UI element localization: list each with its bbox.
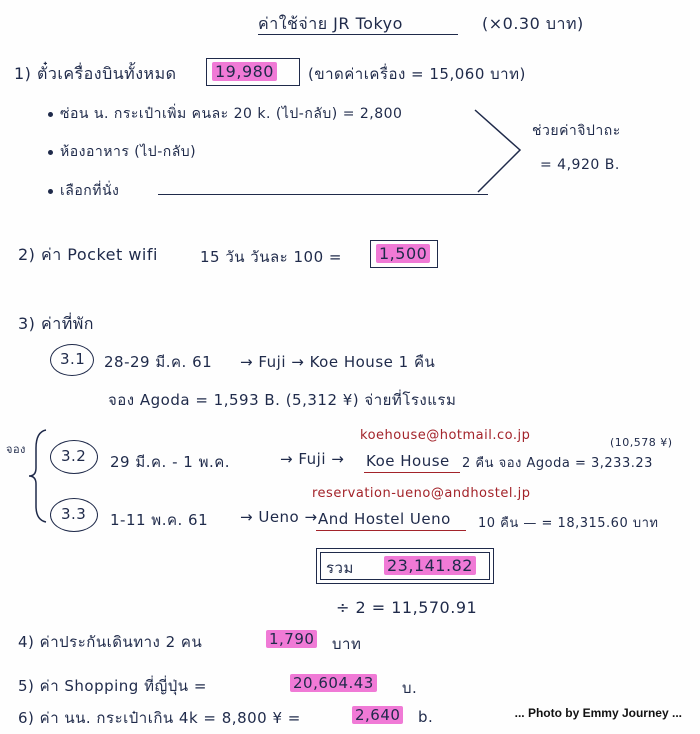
sec3-r3-date: 1-11 พ.ค. 61 — [110, 511, 209, 529]
sec3-r3-email: reservation-ueno@andhostel.jp — [312, 486, 531, 501]
sec6-label: 6) ค่า นน. กระเป๋าเกิน 4k = 8,800 ¥ = — [18, 709, 301, 727]
sec3-r1-route: → Fuji → Koe House 1 คืน — [240, 353, 436, 371]
sec1-bullet-2: ห้องอาหาร (ไป-กลับ) — [60, 144, 197, 160]
sec5-value: 20,604.43 — [290, 674, 377, 692]
sec4-label: 4) ค่าประกันเดินทาง 2 คน — [18, 633, 203, 651]
sec1-label: 1) ตั๋วเครื่องบินทั้งหมด — [14, 64, 177, 83]
page-title: ค่าใช้จ่าย JR Tokyo — [258, 14, 403, 33]
sec6-unit: b. — [418, 708, 434, 726]
sec3-r2-route: → Fuji → — [280, 450, 345, 468]
sec3-r3-route: → Ueno → — [240, 508, 318, 526]
sec2-label: 2) ค่า Pocket wifi — [18, 245, 158, 264]
sec2-total: 1,500 — [376, 244, 430, 263]
sec3-label: 3) ค่าที่พัก — [18, 314, 94, 333]
sec1-side-label: ช่วยค่าจิปาถะ — [532, 123, 621, 139]
sec1-bracket-arrow — [470, 100, 530, 200]
sec3-r2-hotel: Koe House — [366, 452, 450, 470]
sec2-desc: 15 วัน วันละ 100 = — [200, 248, 342, 266]
bullet-dot — [48, 150, 53, 155]
title-underline — [258, 34, 458, 35]
sec6-value: 2,640 — [352, 706, 403, 724]
sec3-r1-number: 3.1 — [60, 350, 86, 368]
sec3-r2-yen: (10,578 ¥) — [610, 436, 673, 449]
sec3-r3-number: 3.3 — [61, 505, 87, 523]
sec3-sum-label: รวม — [326, 559, 354, 577]
sec1-total: 19,980 — [212, 62, 277, 81]
sec3-sum-value: 23,141.82 — [384, 556, 476, 575]
sec3-r3-booking: 10 คืน — = 18,315.60 บาท — [478, 516, 659, 531]
sec1-bullet-3: เลือกที่นั่ง — [60, 183, 120, 199]
sec3-curly-brace — [26, 428, 50, 524]
sec4-unit: บาท — [332, 635, 362, 653]
sec3-r2-email: koehouse@hotmail.co.jp — [360, 428, 531, 443]
sec3-r2-hotel-underline — [364, 472, 460, 473]
sec1-side-value: = 4,920 B. — [540, 157, 620, 173]
sec3-r3-hotel-underline — [316, 530, 466, 531]
photo-credit: ... Photo by Emmy Journey ... — [514, 706, 682, 720]
sec3-divided: ÷ 2 = 11,570.91 — [336, 598, 478, 617]
sec3-r3-hotel: And Hostel Ueno — [318, 510, 451, 528]
sec3-r1-date: 28-29 มี.ค. 61 — [104, 353, 213, 371]
sec1-blank-line — [158, 194, 488, 195]
sec1-bullet-1: ซ่อน น. กระเป๋าเพิ่ม คนละ 20 k. (ไป-กลับ) = 2,800 — [60, 106, 403, 122]
sec3-r2-number: 3.2 — [61, 447, 87, 465]
sec5-unit: บ. — [402, 679, 418, 697]
sec1-note: (ขาดค่าเครื่อง = 15,060 บาท) — [308, 65, 526, 83]
bullet-dot — [48, 189, 53, 194]
sec3-side-note: จอง — [6, 443, 26, 456]
title-exchange-rate: (×0.30 บาท) — [482, 14, 584, 33]
sec4-value: 1,790 — [266, 630, 317, 648]
sec3-r2-booking: 2 คืน จอง Agoda = 3,233.23 — [462, 456, 653, 471]
sec3-r1-booking: จอง Agoda = 1,593 B. (5,312 ¥) จ่ายที่โรงแรม — [108, 391, 457, 409]
sec3-r2-date: 29 มี.ค. - 1 พ.ค. — [110, 453, 231, 471]
bullet-dot — [48, 112, 53, 117]
sec5-label: 5) ค่า Shopping ที่ญี่ปุ่น = — [18, 677, 207, 695]
